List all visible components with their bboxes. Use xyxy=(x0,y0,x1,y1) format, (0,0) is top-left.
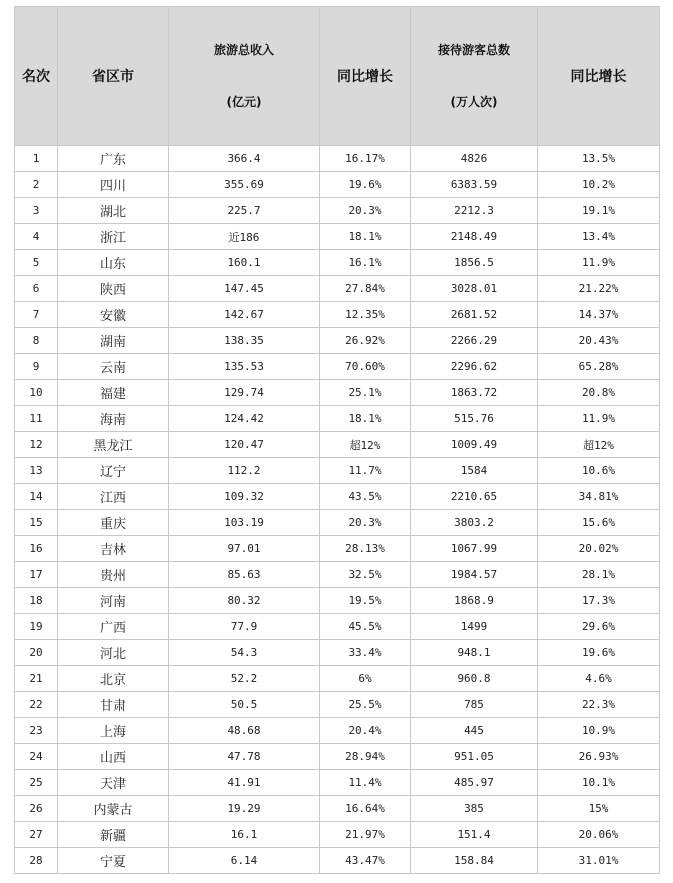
cell-visitors-growth: 20.06% xyxy=(538,822,660,848)
cell-visitors: 951.05 xyxy=(411,744,538,770)
cell-visitors: 3028.01 xyxy=(411,276,538,302)
cell-revenue: 77.9 xyxy=(169,614,320,640)
table-row xyxy=(15,666,660,692)
cell-revenue: 97.01 xyxy=(169,536,320,562)
cell-visitors-growth: 13.4% xyxy=(538,224,660,250)
cell-rank: 3 xyxy=(15,198,58,224)
cell-rank: 26 xyxy=(15,796,58,822)
table-row xyxy=(15,146,660,172)
cell-revenue: 19.29 xyxy=(169,796,320,822)
header-province: 省区市 xyxy=(58,7,169,146)
header-revenue-unit: (亿元) xyxy=(226,95,262,109)
cell-rank: 22 xyxy=(15,692,58,718)
cell-visitors-growth: 4.6% xyxy=(538,666,660,692)
table-row xyxy=(15,172,660,198)
cell-visitors-growth: 29.6% xyxy=(538,614,660,640)
cell-province: 宁夏 xyxy=(58,848,169,874)
cell-visitors: 785 xyxy=(411,692,538,718)
cell-province: 河南 xyxy=(58,588,169,614)
cell-rank: 15 xyxy=(15,510,58,536)
tourism-ranking-table-wrapper xyxy=(14,6,660,874)
cell-province: 甘肃 xyxy=(58,692,169,718)
cell-visitors: 1499 xyxy=(411,614,538,640)
table-row xyxy=(15,432,660,458)
cell-visitors: 1863.72 xyxy=(411,380,538,406)
cell-revenue: 103.19 xyxy=(169,510,320,536)
cell-province: 河北 xyxy=(58,640,169,666)
cell-revenue-growth: 6% xyxy=(320,666,411,692)
cell-revenue-growth: 28.13% xyxy=(320,536,411,562)
cell-rank: 13 xyxy=(15,458,58,484)
cell-visitors: 2148.49 xyxy=(411,224,538,250)
table-row xyxy=(15,848,660,874)
cell-visitors-growth: 34.81% xyxy=(538,484,660,510)
cell-visitors: 515.76 xyxy=(411,406,538,432)
cell-province: 黑龙江 xyxy=(58,432,169,458)
cell-visitors: 948.1 xyxy=(411,640,538,666)
table-row xyxy=(15,640,660,666)
cell-rank: 10 xyxy=(15,380,58,406)
cell-rank: 8 xyxy=(15,328,58,354)
cell-visitors-growth: 10.1% xyxy=(538,770,660,796)
header-revenue xyxy=(169,7,320,146)
header-row xyxy=(15,7,660,146)
cell-revenue-growth: 18.1% xyxy=(320,406,411,432)
cell-visitors: 1584 xyxy=(411,458,538,484)
cell-revenue: 41.91 xyxy=(169,770,320,796)
cell-province: 浙江 xyxy=(58,224,169,250)
cell-visitors: 4826 xyxy=(411,146,538,172)
cell-visitors-growth: 11.9% xyxy=(538,250,660,276)
cell-revenue: 142.67 xyxy=(169,302,320,328)
cell-revenue: 50.5 xyxy=(169,692,320,718)
cell-revenue: 129.74 xyxy=(169,380,320,406)
cell-province: 天津 xyxy=(58,770,169,796)
cell-revenue-growth: 12.35% xyxy=(320,302,411,328)
cell-visitors-growth: 15% xyxy=(538,796,660,822)
cell-province: 云南 xyxy=(58,354,169,380)
header-visitors-unit: (万人次) xyxy=(450,95,498,109)
cell-visitors-growth: 31.01% xyxy=(538,848,660,874)
cell-visitors: 2212.3 xyxy=(411,198,538,224)
cell-revenue-growth: 43.47% xyxy=(320,848,411,874)
cell-visitors-growth: 13.5% xyxy=(538,146,660,172)
cell-revenue: 355.69 xyxy=(169,172,320,198)
cell-revenue: 147.45 xyxy=(169,276,320,302)
cell-visitors: 2681.52 xyxy=(411,302,538,328)
cell-visitors-growth: 28.1% xyxy=(538,562,660,588)
cell-visitors: 1009.49 xyxy=(411,432,538,458)
table-row xyxy=(15,354,660,380)
cell-visitors: 485.97 xyxy=(411,770,538,796)
cell-visitors-growth: 17.3% xyxy=(538,588,660,614)
cell-province: 重庆 xyxy=(58,510,169,536)
cell-province: 辽宁 xyxy=(58,458,169,484)
header-revenue-title: 旅游总收入 xyxy=(213,43,274,57)
table-row xyxy=(15,406,660,432)
cell-province: 内蒙古 xyxy=(58,796,169,822)
table-row xyxy=(15,250,660,276)
table-header xyxy=(15,7,660,146)
cell-rank: 7 xyxy=(15,302,58,328)
table-row xyxy=(15,224,660,250)
cell-revenue-growth: 16.17% xyxy=(320,146,411,172)
cell-revenue: 52.2 xyxy=(169,666,320,692)
cell-revenue-growth: 21.97% xyxy=(320,822,411,848)
cell-revenue: 160.1 xyxy=(169,250,320,276)
cell-revenue-growth: 16.1% xyxy=(320,250,411,276)
cell-province: 湖北 xyxy=(58,198,169,224)
header-rank: 名次 xyxy=(15,7,58,146)
cell-revenue-growth: 19.5% xyxy=(320,588,411,614)
cell-rank: 23 xyxy=(15,718,58,744)
cell-revenue-growth: 32.5% xyxy=(320,562,411,588)
cell-rank: 24 xyxy=(15,744,58,770)
cell-visitors-growth: 20.02% xyxy=(538,536,660,562)
cell-rank: 12 xyxy=(15,432,58,458)
cell-visitors-growth: 22.3% xyxy=(538,692,660,718)
cell-revenue-growth: 28.94% xyxy=(320,744,411,770)
cell-rank: 6 xyxy=(15,276,58,302)
cell-visitors-growth: 20.8% xyxy=(538,380,660,406)
table-row xyxy=(15,692,660,718)
cell-revenue-growth: 25.1% xyxy=(320,380,411,406)
cell-rank: 18 xyxy=(15,588,58,614)
cell-visitors: 3803.2 xyxy=(411,510,538,536)
cell-revenue-growth: 33.4% xyxy=(320,640,411,666)
cell-province: 北京 xyxy=(58,666,169,692)
cell-province: 新疆 xyxy=(58,822,169,848)
cell-province: 贵州 xyxy=(58,562,169,588)
cell-revenue-growth: 25.5% xyxy=(320,692,411,718)
cell-visitors: 2266.29 xyxy=(411,328,538,354)
cell-revenue: 近186 xyxy=(169,224,320,250)
cell-visitors-growth: 21.22% xyxy=(538,276,660,302)
table-row xyxy=(15,822,660,848)
cell-revenue-growth: 18.1% xyxy=(320,224,411,250)
table-row xyxy=(15,770,660,796)
cell-revenue: 85.63 xyxy=(169,562,320,588)
cell-rank: 2 xyxy=(15,172,58,198)
cell-visitors: 1856.5 xyxy=(411,250,538,276)
header-revenue-growth: 同比增长 xyxy=(320,7,411,146)
cell-visitors: 6383.59 xyxy=(411,172,538,198)
cell-visitors: 1067.99 xyxy=(411,536,538,562)
table-row xyxy=(15,302,660,328)
cell-rank: 5 xyxy=(15,250,58,276)
cell-visitors-growth: 10.9% xyxy=(538,718,660,744)
cell-revenue-growth: 20.3% xyxy=(320,510,411,536)
cell-rank: 20 xyxy=(15,640,58,666)
header-visitors xyxy=(411,7,538,146)
cell-revenue: 225.7 xyxy=(169,198,320,224)
cell-revenue-growth: 16.64% xyxy=(320,796,411,822)
cell-province: 山西 xyxy=(58,744,169,770)
cell-revenue: 120.47 xyxy=(169,432,320,458)
cell-revenue-growth: 11.4% xyxy=(320,770,411,796)
cell-visitors: 1984.57 xyxy=(411,562,538,588)
cell-rank: 14 xyxy=(15,484,58,510)
cell-rank: 28 xyxy=(15,848,58,874)
cell-visitors-growth: 10.6% xyxy=(538,458,660,484)
cell-rank: 19 xyxy=(15,614,58,640)
cell-visitors-growth: 20.43% xyxy=(538,328,660,354)
cell-revenue-growth: 20.4% xyxy=(320,718,411,744)
table-row xyxy=(15,562,660,588)
table-row xyxy=(15,328,660,354)
cell-revenue-growth: 70.60% xyxy=(320,354,411,380)
cell-revenue: 16.1 xyxy=(169,822,320,848)
cell-revenue: 80.32 xyxy=(169,588,320,614)
cell-province: 安徽 xyxy=(58,302,169,328)
cell-rank: 9 xyxy=(15,354,58,380)
cell-revenue: 48.68 xyxy=(169,718,320,744)
cell-rank: 1 xyxy=(15,146,58,172)
cell-revenue-growth: 27.84% xyxy=(320,276,411,302)
cell-province: 陕西 xyxy=(58,276,169,302)
cell-revenue: 135.53 xyxy=(169,354,320,380)
cell-revenue: 47.78 xyxy=(169,744,320,770)
table-row xyxy=(15,536,660,562)
cell-rank: 4 xyxy=(15,224,58,250)
cell-revenue: 54.3 xyxy=(169,640,320,666)
cell-rank: 16 xyxy=(15,536,58,562)
cell-visitors-growth: 26.93% xyxy=(538,744,660,770)
cell-province: 湖南 xyxy=(58,328,169,354)
cell-revenue: 366.4 xyxy=(169,146,320,172)
cell-visitors-growth: 65.28% xyxy=(538,354,660,380)
cell-province: 吉林 xyxy=(58,536,169,562)
table-row xyxy=(15,380,660,406)
cell-visitors: 158.84 xyxy=(411,848,538,874)
cell-revenue-growth: 45.5% xyxy=(320,614,411,640)
table-row xyxy=(15,484,660,510)
cell-visitors-growth: 超12% xyxy=(538,432,660,458)
table-body xyxy=(15,146,660,874)
cell-visitors-growth: 15.6% xyxy=(538,510,660,536)
cell-province: 四川 xyxy=(58,172,169,198)
cell-province: 海南 xyxy=(58,406,169,432)
cell-province: 江西 xyxy=(58,484,169,510)
cell-visitors: 385 xyxy=(411,796,538,822)
cell-visitors: 2210.65 xyxy=(411,484,538,510)
cell-visitors-growth: 19.1% xyxy=(538,198,660,224)
cell-rank: 11 xyxy=(15,406,58,432)
cell-revenue-growth: 20.3% xyxy=(320,198,411,224)
cell-visitors: 2296.62 xyxy=(411,354,538,380)
table-row xyxy=(15,796,660,822)
table-row xyxy=(15,614,660,640)
cell-revenue-growth: 19.6% xyxy=(320,172,411,198)
cell-revenue: 6.14 xyxy=(169,848,320,874)
cell-visitors-growth: 19.6% xyxy=(538,640,660,666)
table-row xyxy=(15,276,660,302)
cell-province: 福建 xyxy=(58,380,169,406)
cell-rank: 25 xyxy=(15,770,58,796)
cell-visitors: 151.4 xyxy=(411,822,538,848)
cell-rank: 17 xyxy=(15,562,58,588)
header-visitors-growth: 同比增长 xyxy=(538,7,660,146)
cell-province: 上海 xyxy=(58,718,169,744)
table-row xyxy=(15,588,660,614)
cell-visitors-growth: 14.37% xyxy=(538,302,660,328)
cell-rank: 21 xyxy=(15,666,58,692)
cell-province: 广东 xyxy=(58,146,169,172)
cell-revenue-growth: 11.7% xyxy=(320,458,411,484)
cell-revenue-growth: 26.92% xyxy=(320,328,411,354)
table-row xyxy=(15,510,660,536)
cell-revenue-growth: 43.5% xyxy=(320,484,411,510)
tourism-ranking-table xyxy=(14,6,660,874)
cell-province: 山东 xyxy=(58,250,169,276)
cell-visitors: 445 xyxy=(411,718,538,744)
cell-revenue: 138.35 xyxy=(169,328,320,354)
cell-visitors-growth: 10.2% xyxy=(538,172,660,198)
table-row xyxy=(15,744,660,770)
table-row xyxy=(15,458,660,484)
cell-province: 广西 xyxy=(58,614,169,640)
cell-revenue: 109.32 xyxy=(169,484,320,510)
table-row xyxy=(15,718,660,744)
header-visitors-title: 接待游客总数 xyxy=(437,43,510,57)
cell-rank: 27 xyxy=(15,822,58,848)
cell-revenue: 124.42 xyxy=(169,406,320,432)
cell-revenue-growth: 超12% xyxy=(320,432,411,458)
table-row xyxy=(15,198,660,224)
cell-revenue: 112.2 xyxy=(169,458,320,484)
cell-visitors: 960.8 xyxy=(411,666,538,692)
cell-visitors: 1868.9 xyxy=(411,588,538,614)
cell-visitors-growth: 11.9% xyxy=(538,406,660,432)
